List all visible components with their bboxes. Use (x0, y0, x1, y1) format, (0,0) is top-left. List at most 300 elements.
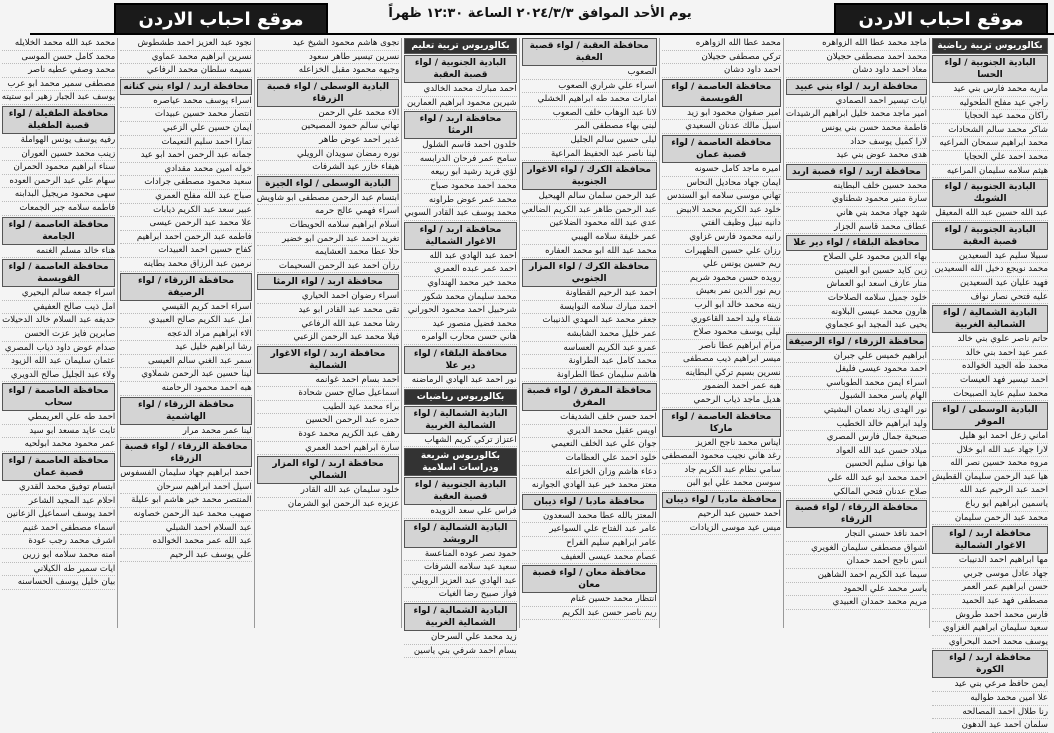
name-entry: هيفاء خازر عيد الشرفات (257, 162, 400, 175)
name-entry: مصطفى فهد عبد الحميد (932, 596, 1048, 609)
name-entry: صبحية جمال فارس المصري (786, 432, 927, 445)
region-heading: محافظة البلقاء / لواء دير علا (786, 235, 927, 251)
name-entry: نرمين عبد الرزاق محمد بطاينه (120, 259, 251, 272)
name-entry: معاذ احمد داود دشان (786, 65, 927, 78)
name-entry: شهد جهاد محمد بني هاني (786, 208, 927, 221)
name-entry: بيان خليل يوسف الحساسنه (2, 577, 116, 590)
name-entry: عمر خليفة سلامه الهيبي (522, 232, 657, 245)
name-entry: امنه محمد سلامه ابو زرين (2, 550, 116, 563)
name-entry: وجيهه محمود مقبل الخزاعله (257, 65, 400, 78)
region-heading: البادية الشمالية / لواء الشمالية الغربية (932, 305, 1048, 333)
name-entry: المنتصر محمد خير هاشم ابو عليلة (120, 495, 251, 508)
name-entry: نسرين بسيم تركي البطاينه (662, 368, 781, 381)
name-entry: هارون محمد عيسى البلاونه (786, 307, 927, 320)
name-entry: ميسر ابراهيم ذيب مصطفى (662, 354, 781, 367)
name-entry: جعفر محمد عبد المهدي الذنيبات (522, 315, 657, 328)
name-entry: تهاني سالم حمود المصيحين (257, 121, 400, 134)
name-entry: شرحبيل احمد محمود الحوراني (404, 305, 516, 318)
name-entry: احمد مبارك محمد الخالدي (404, 84, 516, 97)
name-entry: عزيزه عبد الرحمن ابو الشرمان (257, 499, 400, 512)
region-heading: البادية الجنوبية / لواء الشوبك (932, 179, 1048, 207)
name-entry: خلود احمد علي العظامات (522, 453, 657, 466)
name-entry: عثمان سليمان عبد الله الزيود (2, 356, 116, 369)
name-entry: خلود عبد الكريم محمد الابيض (662, 205, 781, 218)
region-heading: محافظة اربد / لواء الرمثا (404, 111, 516, 139)
name-entry: نسرين ابراهيم محمد عماوي (120, 52, 251, 65)
name-entry: محمد سليمان محمد شكور (404, 292, 516, 305)
name-entry: عبد السلام احمد الشبلي (120, 523, 251, 536)
name-entry: فهيد عليان عيد السعيدين (932, 278, 1048, 291)
region-heading: محافظة اربد / لواء الكورة (932, 650, 1048, 678)
name-entry: اويس عقيل محمد الديري (522, 426, 657, 439)
name-entry: محمد عمر عوض طراونه (404, 195, 516, 208)
name-entry: لانا عبد الوهاب خلف الصعوب (522, 108, 657, 121)
name-entry: مصطفى سمير محمد ابو عرب (2, 79, 116, 92)
name-entry: احمد نافذ حسني النجار (786, 529, 927, 542)
name-entry: نوره رمضان سويدان الرويلي (257, 149, 400, 162)
region-heading: البادية الجنوبية / لواء قصبة العقبة (404, 55, 516, 83)
name-entry: محمد عبد الله محمد الخلايله (2, 38, 116, 51)
name-entry: ياسر محمد علي الحمود (786, 584, 927, 597)
name-entry: محمد ابراهيم سمحان المراعيه (932, 138, 1048, 151)
name-entry: هدى محمد عوض بني عيد (786, 150, 927, 163)
region-heading: محافظة الزرقاء / لواء الرصيفة (786, 334, 927, 350)
name-entry: نجوى هاشم محمود الشيخ عيد (257, 38, 400, 51)
name-entry: الهام ياسر محمد الشبول (786, 391, 927, 404)
region-heading: محافظة الزرقاء / لواء قصبة الزرقاء (786, 500, 927, 528)
name-entry: ريم حسين يونس علي (662, 259, 781, 272)
name-entry: ايمان جهاد محاديل النحاس (662, 178, 781, 191)
degree-heading: بكالوريوس تربية تعليم (404, 38, 516, 54)
name-entry: امارات محمد طه ابراهيم الخشلي (522, 94, 657, 107)
name-entry: رغد هاني نجيب محمود المصطفى (662, 451, 781, 464)
name-entry: يوسف عبد الجبار زهير ابو ستيته (2, 92, 116, 105)
name-entry: بهاء الدين محمود علي الصلاح (786, 252, 927, 265)
column-1 (929, 38, 1050, 731)
name-entry: فارس محمد احمد طروش (932, 610, 1048, 623)
name-entry: ليلى يوسف محمود صلاح (662, 327, 781, 340)
region-heading: محافظة مادبا / لواء ذيبان (662, 492, 781, 508)
name-entry: محمد احمد مصطفى حجيلان (786, 52, 927, 65)
name-entry: اسراء علي شراري الصعوب (522, 81, 657, 94)
name-entry: ريم ناصر حسن عبد الكريم (522, 608, 657, 621)
name-entry: فاطمه عبد الرحمن احمد ابراهيم (120, 232, 251, 245)
name-entry: احمد عبد الرحيم القطاونة (522, 288, 657, 301)
name-entry: محمد نويجع دخيل الله السعيدين (932, 264, 1048, 277)
region-heading: البادية الوسطى / لواء الجيزة (257, 176, 400, 192)
name-entry: دعاء هاشم وزان الخزاعله (522, 467, 657, 480)
name-entry: محمد وصفي عطيه ناصر (2, 65, 116, 78)
name-entry: عبد الرحمن طاهر عبد الكريم الضالعي (522, 205, 657, 218)
name-entry: امير صفوان محمود ابو زيد (662, 108, 781, 121)
name-entry: ايمان حسين علي الزعبي (120, 123, 251, 136)
name-entry: امل عبد الكريم صالح العبيدي (120, 315, 251, 328)
region-heading: محافظة مادبا / لواء ذيبان (522, 494, 657, 510)
name-entry: سامي نظام عبد الكريم جاد (662, 465, 781, 478)
name-entry: مرام ابراهيم عطا ناصر (662, 341, 781, 354)
name-entry: لؤي فريد رشيد ابو ربيعه (404, 167, 516, 180)
name-entry: رزان علي حسين الظهيرات (662, 246, 781, 259)
name-entry: امير ماجد محمد خليل ابراهيم الرشيدات (786, 109, 927, 122)
name-entry: انس ناجح احمد حمدان (786, 556, 927, 569)
name-entry: محمد سليم عايد الصبيحات (932, 389, 1048, 402)
name-entry: صباح عبد الله مفلح العمري (120, 191, 251, 204)
name-entry: خلود جميل سلامه الصلاحات (786, 293, 927, 306)
name-entry: رشا ابراهيم خليل عيد (120, 342, 251, 355)
name-entry: المعتز بالله عطا محمد السعدون (522, 511, 657, 524)
name-entry: اماني زعل احمد ابو هليل (932, 431, 1048, 444)
name-entry: محمد عبد الرحمن سليمان (932, 513, 1048, 526)
name-entry: تقى محمد عبد القادر ابو عيد (257, 305, 400, 318)
name-entry: محمد خير محمد الهنداوي (404, 278, 516, 291)
name-entry: يوسف محمد احمد البحراوي (932, 637, 1048, 650)
name-entry: ميس عيد موسى الزيادات (662, 523, 781, 536)
name-entry: محمد احمد محمود صباح (404, 181, 516, 194)
name-entry: اسراء رضوان احمد الحياري (257, 291, 400, 304)
name-entry: زينب محمد حسين العوران (2, 149, 116, 162)
region-heading: محافظة المفرق / لواء قصبة المفرق (522, 383, 657, 411)
name-entry: خلدون احمد قاسم الشلول (404, 140, 516, 153)
name-entry: ميلاد حسن عبد الله العواد (786, 446, 927, 459)
name-entry: سيما عبد الكريم احمد الشاهين (786, 570, 927, 583)
name-entry: محمد يوسف عبد القادر السوبي (404, 208, 516, 221)
name-entry: احمد حسين عبد الرحيم (662, 509, 781, 522)
name-entry: هيا نواف سليم الحسين (786, 459, 927, 472)
name-entry: دانيه نبيل وظيف الفتي (662, 218, 781, 231)
name-entry: سعيد سليمان ابراهيم الغزاوي (932, 623, 1048, 636)
name-entry: عدي عبد الله محمود الضلاعين (522, 218, 657, 231)
region-heading: محافظة اربد / لواء الاغوار الشمالية (932, 526, 1048, 554)
name-entry: اسماء مصطفى احمد غنيم (2, 523, 116, 536)
region-heading: البادية الشمالية / لواء الرويشد (404, 520, 516, 548)
name-entry: محمد كامل حسن الموسى (2, 52, 116, 65)
degree-heading: بكالوريوس شريعة ودراسات اسلامية (404, 448, 516, 476)
name-entry: لينا ناصر عبد الحفيظ المراعية (522, 149, 657, 162)
name-entry: سهى محمود مريجيل البدابنه (2, 189, 116, 202)
region-heading: محافظة الكرك / لواء المزار الجنوبي (522, 259, 657, 287)
name-entry: احمد ابراهيم جهاد سليمان الفسفوس (120, 468, 251, 481)
name-entry: اميره ماجد كامل حسونه (662, 164, 781, 177)
name-entry: عمر محمود محمد ابولحيه (2, 439, 116, 452)
name-entry: ياسمين ابراهيم ابو رباع (932, 499, 1048, 512)
region-heading: محافظة العقبة / لواء قصبة العقبة (522, 38, 657, 66)
name-entry: رنا طلال احمد المصالحه (932, 707, 1048, 720)
name-entry: احمد تيسير فهد العيسات (932, 375, 1048, 388)
name-entry: فاطمة محمد حسن بني يونس (786, 123, 927, 136)
column-6 (254, 38, 402, 628)
name-entry: حمود نصر عوده المناعسة (404, 549, 516, 562)
name-entry: اسلام ابراهيم سلامه الحويطات (257, 220, 400, 233)
name-entry: احمد حسن خلف الشديفات (522, 412, 657, 425)
degree-heading: بكالوريوس رياضيات (404, 389, 516, 405)
name-entry: اسراء فهمي عالج حرمه (257, 206, 400, 219)
name-entry: تهاني موسى سلامه ابو السندس (662, 191, 781, 204)
name-entry: صهيب محمد عبد الرحمن خصاونه (120, 509, 251, 522)
name-entry: رانيه محمود فارس غزاوي (662, 232, 781, 245)
name-entry: هاشم سليمان عطا الطراونة (522, 370, 657, 383)
region-heading: محافظة البلقاء / لواء دير علا (404, 346, 516, 374)
name-entry: احمد محمود عيسى فليفل (786, 364, 927, 377)
name-entry: سعيد محمود مصطفى جرادات (120, 177, 251, 190)
name-entry: بسام احمد شرفي بني ياسين (404, 646, 516, 659)
name-entry: محمد عبد الله ابو محمد العفاره (522, 246, 657, 259)
name-entry: عمر خليل محمد الشابشه (522, 329, 657, 342)
region-heading: محافظة اربد / لواء الاغوار الشمالية (257, 346, 400, 374)
name-entry: عصام محمد عيسى العفيف (522, 552, 657, 565)
name-entry: لارا جهاد عبد الله ابو خلال (932, 445, 1048, 458)
name-entry: فاطمه سلامه جبر الجمعات (2, 203, 116, 216)
name-entry: شيرين محمود ابراهيم العمارين (404, 98, 516, 111)
name-entry: محمد احمد علي الحجايا (932, 152, 1048, 165)
name-entry: عامر ابراهيم سليم الفراح (522, 538, 657, 551)
name-entry: ابتسام توفيق محمد القدري (2, 482, 116, 495)
name-entry: رزان احمد عبد الرحمن السحيمات (257, 261, 400, 274)
region-heading: محافظة الزرقاء / لواء الرصيفة (120, 273, 251, 301)
name-entry: علا امين محمد طوالبه (932, 693, 1048, 706)
name-entry: ولاء عبد الجليل صالح الدويري (2, 370, 116, 383)
region-heading: محافظة العاصمة / لواء القويسمة (662, 79, 781, 107)
name-entry: راجي عيد مفلح الطحوليه (932, 98, 1048, 111)
name-entry: شاكر محمد سالم الشحادات (932, 125, 1048, 138)
name-entry: عبير سعد عبد الكريم ذيابات (120, 205, 251, 218)
name-entry: فراس علي سعد الزويده (404, 506, 516, 519)
name-entry: ابراهيم خميس علي جبران (786, 351, 927, 364)
name-entry: نجود عبد العزيز احمد طشطوش (120, 38, 251, 51)
name-entry: اسراء احمد كريم القيسي (120, 302, 251, 315)
date-line: يوم الأحد الموافق ٢٠٢٤/٣/٣ الساعة ١٢:٣٠ ظهراً (388, 6, 692, 21)
name-entry: اعتزاز تركي كريم الشهاب (404, 435, 516, 448)
column-7 (117, 38, 253, 628)
name-entry: كفاح حسين احمد العبيدات (120, 245, 251, 258)
name-entry: عمرو عبد الكريم العساسه (522, 343, 657, 356)
name-entry: زيد محمد علي السرحان (404, 632, 516, 645)
name-entry: ايمن حافظ مرعي بني عيد (932, 679, 1048, 692)
name-entry: احمد يوسف اسماعيل الزعانين (2, 509, 116, 522)
name-entry: هاني حسن محارب الوامره (404, 332, 516, 345)
name-entry: سبيلا سليم عيد السعيدين (932, 251, 1048, 264)
region-heading: محافظة اربد / لواء بني كنانه (120, 79, 251, 95)
name-entry: اسراء ايمن محمد الطوباسي (786, 378, 927, 391)
name-entry: راكان محمد عيد الحجايا (932, 111, 1048, 124)
region-heading: محافظة العاصمة / لواء قصبة عمان (2, 453, 116, 481)
name-entry: منار عارف اسعد ابو العماش (786, 279, 927, 292)
region-heading: محافظة الكرك / لواء الاغوار الجنوبية (522, 162, 657, 190)
name-entry: حاتم ناصر علوي بني خالد (932, 334, 1048, 347)
region-heading: محافظة اربد / لواء الاغوار الشمالية (404, 222, 516, 250)
name-entry: لارا كميل يوسف حداد (786, 137, 927, 150)
name-entry: احمد عمر عبده العمري (404, 264, 516, 277)
name-entry: زين كايد حسين ابو العينين (786, 266, 927, 279)
name-entry: سناء ابراهيم محمود الحمران (2, 162, 116, 175)
name-entry: تغريد احمد عبد الرحمن ابو خضير (257, 234, 400, 247)
page-header (30, 0, 1054, 36)
name-entry: علي يوسف عبد الرحيم (120, 550, 251, 563)
name-entry: براء محمد عيد الطيب (257, 402, 400, 415)
name-entry: محمد كامل عبد الطراونة (522, 356, 657, 369)
name-entry: نسيمه سلطان محمد الرفاعي (120, 65, 251, 78)
name-entry: علا محمد عبد الرحمن عيسى (120, 218, 251, 231)
region-heading: محافظة الزرقاء / لواء الهاشمية (120, 397, 251, 425)
name-entry: حلا عطا محمد العشايمه (257, 247, 400, 260)
name-entry: لينا عمر محمد مرار (120, 426, 251, 439)
region-heading: محافظة الزرقاء / لواء قصبة الزرقاء (120, 439, 251, 467)
name-entry: فواز صبيح رضا الغيات (404, 589, 516, 602)
name-entry: سلمان احمد عيد الدهون (932, 720, 1048, 733)
name-entry: نور الهدى زياد نعمان البشيتي (786, 405, 927, 418)
name-entry: عبد الله عمر محمد الخوالده (120, 536, 251, 549)
name-entry: اسيل احمد ابراهيم سرحان (120, 482, 251, 495)
name-entry: حمزه عبد الرحمن الحسين (257, 415, 400, 428)
region-heading: محافظة العاصمة / لواء القويسمة (2, 259, 116, 287)
name-entry: احمد عبد الهادي عبد الله (404, 251, 516, 264)
name-entry: الاء ابراهيم مراد الدعجه (120, 329, 251, 342)
name-entry: ليلى حسين سالم الجليل (522, 135, 657, 148)
name-entry: تمارا احمد سليم النعيمات (120, 137, 251, 150)
region-heading: البادية الجنوبية / لواء قصبة العقبة (404, 477, 516, 505)
name-entry: الصعوب (522, 67, 657, 80)
region-heading: البادية الجنوبية / لواء قصبة العقبة (932, 222, 1048, 250)
name-entry: ماريه محمد فارس بني عيد (932, 84, 1048, 97)
name-entry: رفيه يوسف يونس الهواملة (2, 135, 116, 148)
name-entry: امل ذيب صالح العفيفي (2, 302, 116, 315)
name-entry: خلود سليمان عبد الله القادر (257, 485, 400, 498)
column-2 (783, 38, 929, 628)
name-entry: نسرين تيسير طاهر سعود (257, 52, 400, 65)
column-5 (401, 38, 518, 656)
name-entry: ايات سمير طه الكيلاني (2, 564, 116, 577)
name-entry: ريم نور الدين نمر بعيش (662, 286, 781, 299)
region-heading: البادية الجنوبية / لواء الحسا (932, 55, 1048, 83)
region-heading: محافظة الطفيلة / لواء قصبة الطفيلة (2, 106, 116, 134)
name-entry: انتظار محمد حسين غنام (522, 594, 657, 607)
name-entry: ثابت عايد مسعد ابو سيد (2, 426, 116, 439)
name-entry: مروه محمد حسين نصر الله (932, 458, 1048, 471)
name-entry: اشرف محمد رجب عودة (2, 536, 116, 549)
name-entry: اسراء يوسف محمد عياصره (120, 96, 251, 109)
name-entry: سارة منير محمود شطناوي (786, 194, 927, 207)
name-entry: سمر عبد الغني سالم العيسى (120, 356, 251, 369)
name-entry: اسيل مالك عدنان السعيدي (662, 121, 781, 134)
name-entry: هبه احمد محمود الرحامنه (120, 383, 251, 396)
column-8 (0, 38, 117, 628)
name-entry: لبنى بهاء مصطفى المر (522, 121, 657, 134)
region-heading: البادية الوسطى / لواء الموقر (932, 402, 1048, 430)
name-entry: هيا عبد الرحمن سليمان القطيش (932, 472, 1048, 485)
name-entry: حديفه عبد السلام خالد الدحيلات (2, 315, 116, 328)
document-page (1, 0, 1054, 731)
name-entry: احمد داود دشان (662, 65, 781, 78)
degree-heading: بكالوريوس تربية رياضية (932, 38, 1048, 54)
name-entry: عبد الهادي عبد العزيز الرويلي (404, 576, 516, 589)
name-entry: سامح عمر فرحان الدرابسه (404, 154, 516, 167)
name-entry: رشا محمد عبد الله الرفاعي (257, 319, 400, 332)
name-entry: محمد طه الجيد الخوالده (932, 361, 1048, 374)
name-entry: وليد ابراهيم خالد الخطيب (786, 419, 927, 432)
name-entry: رويده حسن محمود شريم (662, 273, 781, 286)
column-3 (659, 38, 783, 628)
name-entry: انتصار محمد حسين عبيدات (120, 109, 251, 122)
name-entry: سعيد عيد سلامه الشرفات (404, 562, 516, 575)
name-entry: عبد الرحمن سلمان سالم الهيحيل (522, 191, 657, 204)
name-entry: معتز محمد خير عبد الهادي الجوارنه (522, 480, 657, 493)
name-entry: نور احمد عبد الهادي الرماضنه (404, 375, 516, 388)
name-entry: صابرين فايز عزت الحسن (2, 329, 116, 342)
region-heading: محافظة اربد / لواء بني عبيد (786, 79, 927, 95)
region-heading: محافظة اربد / لواء قصبة اربد (786, 164, 927, 180)
name-entry: سهام علي عبد الرحمن العوده (2, 176, 116, 189)
name-entry: صلاح عدنان فتحي المالكي (786, 487, 927, 500)
name-entry: احمد بسام احمد غوانمه (257, 375, 400, 388)
region-heading: محافظة العاصمة / لواء ماركا (662, 409, 781, 437)
name-entry: مريم محمد حمدان العبيدي (786, 597, 927, 610)
name-entry: ماجد محمد عطا الله الزواهره (786, 38, 927, 51)
name-entry: حسن ابراهيم عمر العمر (932, 582, 1048, 595)
name-entry: زينه محمد خالد ابو الرب (662, 300, 781, 313)
name-entry: يحيى عبد المجيد ابو عجماوي (786, 320, 927, 333)
name-entry: فيلا محمد عبد الرحمن الزعبي (257, 332, 400, 345)
name-entry: جوان علي عبد الخلف النعيمي (522, 439, 657, 452)
name-entry: اسراء جمعه سالم البحيري (2, 288, 116, 301)
name-entry: شفاء وليد احمد القاعوري (662, 314, 781, 327)
name-entry: جهاد عادل موسى جربي (932, 569, 1048, 582)
name-entry: اسماعيل صالح حسن شحادة (257, 388, 400, 401)
name-entry: مها ابراهيم احمد الدنيبات (932, 555, 1048, 568)
name-entry: ايناس محمد ناجح العزيز (662, 438, 781, 451)
region-heading: محافظة اربد / لواء الرمثا (257, 274, 400, 290)
name-entry: سوسن محمد علي ابو البن (662, 478, 781, 491)
name-entry: سارة ابراهيم احمد العمري (257, 443, 400, 456)
region-heading: البادية الشمالية / لواء الشمالية الغربية (404, 406, 516, 434)
name-entry: هناء خالد مسلم الغنمه (2, 246, 116, 259)
name-entry: هيثم سلامه سليمان المراعيه (932, 166, 1048, 179)
name-entry: احمد عبد الرحيم عبد الله (932, 485, 1048, 498)
site-logo-left: موقع احباب الاردن (114, 3, 328, 35)
name-entry: غدير احمد عوض طاهر (257, 135, 400, 148)
header-divider (30, 33, 1054, 35)
region-heading: محافظة العاصمة / لواء سحاب (2, 383, 116, 411)
name-entry: عليه فتحي نصار نواف (932, 292, 1048, 305)
region-heading: البادية الشمالية / لواء الشمالية الغربية (404, 603, 516, 631)
column-4 (519, 38, 659, 628)
name-entry: عمر عيد احمد بني خالد (932, 348, 1048, 361)
name-entry: هبه عمر احمد الضمور (662, 381, 781, 394)
name-entry: ابتسام عبد الرحمن مصطفى ابو شاويش (257, 193, 400, 206)
name-entry: عطاف محمد قاسم الجزار (786, 222, 927, 235)
name-entry: صدام عوض داود ذياب المصري (2, 343, 116, 356)
name-entry: احمد مبارك سلامه النوايسة (522, 302, 657, 315)
name-entry: احلام عبد المجيد الشاعر (2, 496, 116, 509)
region-heading: البادية الوسطى / لواء قصبة الزرقاء (257, 79, 400, 107)
name-entry: هديل ماجد ذياب الرحمي (662, 395, 781, 408)
name-entry: اشواق مصطفى سليمان الغويري (786, 543, 927, 556)
name-entry: محمد فضيل منصور عيد (404, 319, 516, 332)
region-heading: محافظة العاصمة / لواء الجامعة (2, 217, 116, 245)
name-entry: تركي مصطفى حجيلان (662, 52, 781, 65)
region-heading: محافظة اربد / لواء المزار الشمالي (257, 456, 400, 484)
name-entry: احمد طه علي العريمطي (2, 412, 116, 425)
name-entry: محمد حسين خلف البطاينه (786, 181, 927, 194)
region-heading: محافظة معان / لواء قصبة معان (522, 565, 657, 593)
name-entry: خوله امين محمد مقدادي (120, 164, 251, 177)
name-entry: جمانه عبد الرحمن احمد ابو عيد (120, 150, 251, 163)
name-entry: احمد محمد ابو عبد الله علي (786, 473, 927, 486)
name-entry: رهف عبد الكريم محمد عودة (257, 429, 400, 442)
name-entry: محمد عطا الله الزواهره (662, 38, 781, 51)
name-entry: ايات تيسير احمد الصمادي (786, 96, 927, 109)
name-entry: الاء محمد علي الرحمن (257, 108, 400, 121)
name-entry: عامر عبد الفتاح علي السواعير (522, 524, 657, 537)
name-columns (1, 38, 1050, 731)
